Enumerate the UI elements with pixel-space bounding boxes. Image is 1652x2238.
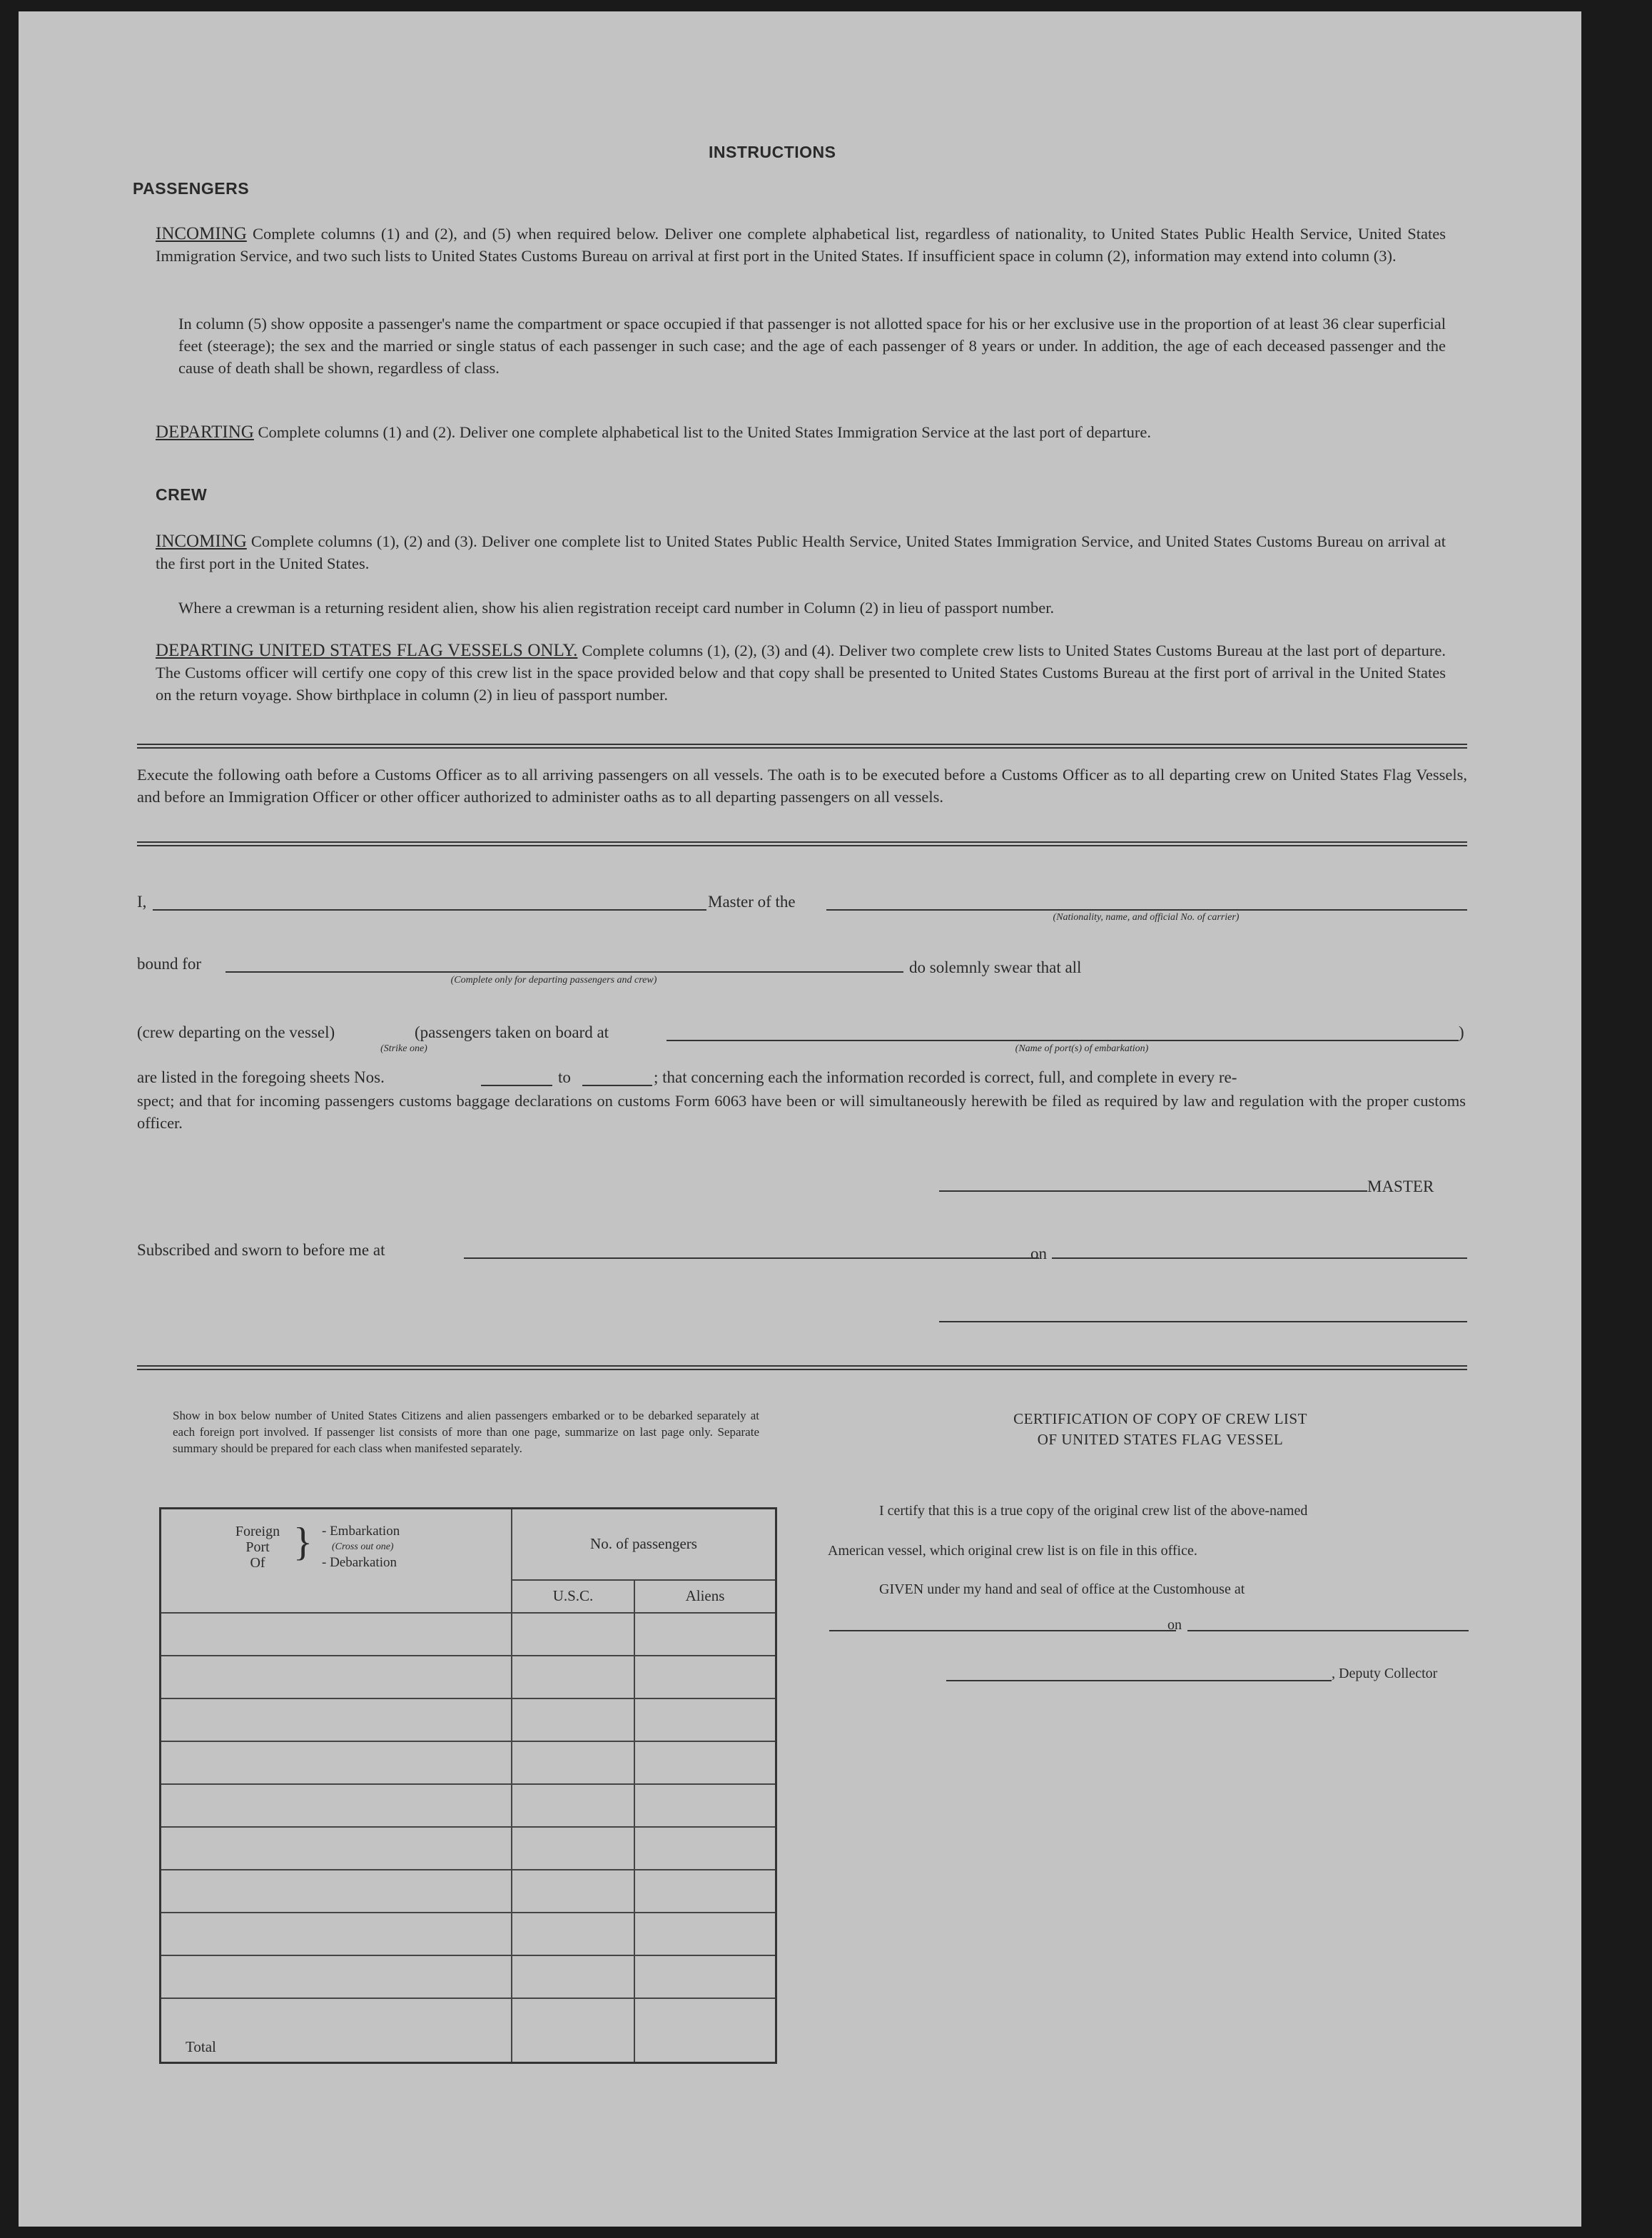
divider (137, 841, 1467, 846)
certify-text-2: American vessel, which original crew list is on file in this office. (828, 1543, 1197, 1559)
foreign-label: Foreign (235, 1524, 280, 1539)
aliens-cell[interactable] (634, 1741, 776, 1784)
embarkation-label: - Embarkation (322, 1524, 400, 1539)
crew-departing-label: DEPARTING UNITED STATES FLAG VESSELS ONLY. (156, 641, 578, 660)
summary-instruction: Show in box below number of United States Citizens and alien passengers embarked or to be debarked separately at each foreign port involved. If passenger list consists of more than one page, summarize on last page only. Separate summary should be prepared for each class when manifested separately. (173, 1409, 759, 1455)
port-caption: (Name of port(s) of embarkation) (1015, 1043, 1149, 1054)
usc-header: U.S.C. (512, 1580, 634, 1613)
usc-cell[interactable] (512, 1955, 634, 1998)
aliens-cell[interactable] (634, 1698, 776, 1741)
certify-text-1: I certify that this is a true copy of the original crew list of the above-named (879, 1503, 1308, 1519)
certification-place-line[interactable] (829, 1630, 1176, 1631)
oath-intro: Execute the following oath before a Customs Officer as to all arriving passengers on all vessels. The oath is to be executed before a Customs Officer as to all departing crew on United States Flag Vessels, and before an Immigration Officer or other officer authorized to administer oaths as to all departing passengers on all vessels. (137, 766, 1467, 806)
aliens-cell[interactable] (634, 1613, 776, 1656)
aliens-total-cell[interactable] (634, 1998, 776, 2063)
passengers-heading: PASSENGERS (133, 179, 250, 198)
sheet-to-line[interactable] (582, 1085, 652, 1086)
oath-i-label: I, (137, 893, 147, 911)
master-name-line[interactable] (153, 909, 706, 911)
listed-text-rest: spect; and that for incoming passengers customs baggage declarations on customs Form 6063 have been or will simultaneously herewith be filed as required by law and regulation with the proper customs officer. (137, 1092, 1466, 1132)
passengers-incoming-text: Complete columns (1) and (2), and (5) when required below. Deliver one complete alphabetical list, regardless of nationality, to United States Public Health Service, United States Immigration Service, and two such lists to United States Customs Bureau on arrival at first port in the United States. If insufficient space in column (2), information may extend into column (3). (156, 225, 1446, 265)
crew-departing-text: Complete columns (1), (2), (3) and (4). Deliver two complete crew lists to United States Customs Bureau at the last port of departure. The Customs officer will certify one copy of this crew list in the space provided below and that copy shall be presented to United States Customs Bureau at the first port of arrival in the United States on the return voyage. Show birthplace in column (2) in lieu of passport number. (156, 642, 1446, 704)
port-cell[interactable] (161, 1741, 512, 1784)
aliens-cell[interactable] (634, 1656, 776, 1698)
document-page (19, 11, 1581, 2227)
usc-cell[interactable] (512, 1870, 634, 1913)
passengers-incoming-paragraph (156, 223, 1446, 267)
divider (137, 1365, 1467, 1370)
aliens-cell[interactable] (634, 1955, 776, 1998)
certification-title-line1: CERTIFICATION OF COPY OF CREW LIST (1013, 1410, 1307, 1427)
of-label: Of (250, 1555, 265, 1571)
officer-signature-line[interactable] (939, 1321, 1467, 1322)
aliens-cell[interactable] (634, 1870, 776, 1913)
aliens-cell[interactable] (634, 1913, 776, 1955)
brace-icon: } (293, 1520, 313, 1564)
master-of-label: Master of the (708, 893, 796, 911)
deputy-signature-line[interactable] (946, 1680, 1332, 1681)
port-line[interactable] (667, 1040, 1459, 1041)
usc-cell[interactable] (512, 1741, 634, 1784)
usc-cell[interactable] (512, 1913, 634, 1955)
debarkation-label: - Debarkation (322, 1555, 397, 1570)
usc-cell[interactable] (512, 1784, 634, 1827)
passengers-incoming-label: INCOMING (156, 224, 247, 243)
certification-on-label: on (1167, 1617, 1182, 1633)
given-text: GIVEN under my hand and seal of office at the Customhouse at (879, 1581, 1245, 1597)
cross-out-caption: (Cross out one) (332, 1541, 394, 1552)
aliens-header: Aliens (634, 1580, 776, 1613)
port-cell[interactable] (161, 1827, 512, 1870)
port-header-cell (161, 1509, 512, 1613)
port-cell[interactable] (161, 1955, 512, 1998)
passengers-column5-paragraph: In column (5) show opposite a passenger's name the compartment or space occupied if that passenger is not allotted space for his or her exclusive use in the proportion of at least 36 clear superficial feet (steerage); the sex and the married or single status of each passenger in such case; and the age of each passenger of 8 years or under. In addition, the age of each deceased passenger and the cause of death shall be shown, regardless of class. (178, 315, 1446, 377)
aliens-cell[interactable] (634, 1827, 776, 1870)
listed-text-2: ; that concerning each the information recorded is correct, full, and complete in every re- (654, 1068, 1237, 1086)
swear-text: do solemnly swear that all (909, 958, 1082, 976)
port-label: Port (245, 1539, 270, 1555)
usc-cell[interactable] (512, 1656, 634, 1698)
aliens-cell[interactable] (634, 1784, 776, 1827)
carrier-caption: (Nationality, name, and official No. of carrier) (1053, 912, 1240, 923)
port-cell[interactable] (161, 1656, 512, 1698)
bound-caption: (Complete only for departing passengers and crew) (450, 975, 657, 986)
port-cell[interactable] (161, 1870, 512, 1913)
listed-to-label: to (558, 1068, 571, 1086)
usc-total-cell[interactable] (512, 1998, 634, 2063)
crew-departing-option: (crew departing on the vessel) (137, 1023, 335, 1041)
port-cell[interactable] (161, 1784, 512, 1827)
usc-cell[interactable] (512, 1698, 634, 1741)
port-cell[interactable] (161, 1913, 512, 1955)
crew-incoming-label: INCOMING (156, 532, 247, 551)
no-passengers-header: No. of passengers (512, 1509, 776, 1580)
master-label: MASTER (1367, 1178, 1434, 1195)
crew-heading: CREW (156, 485, 208, 504)
crew-incoming-paragraph (156, 530, 1446, 574)
divider (137, 744, 1467, 749)
port-cell[interactable] (161, 1698, 512, 1741)
bound-for-label: bound for (137, 955, 202, 973)
passenger-summary-table (159, 1507, 777, 2064)
deputy-collector-label: , Deputy Collector (1332, 1666, 1438, 1681)
crew-resident-paragraph: Where a crewman is a returning resident alien, show his alien registration receipt card number in Column (2) in lieu of passport number. (178, 599, 1055, 617)
usc-cell[interactable] (512, 1827, 634, 1870)
carrier-line[interactable] (826, 909, 1467, 911)
close-paren: ) (1459, 1023, 1464, 1041)
bound-for-line[interactable] (225, 971, 903, 973)
subscribed-on-label: on (1030, 1245, 1047, 1262)
subscribed-place-line[interactable] (464, 1257, 1039, 1259)
crew-incoming-text: Complete columns (1), (2) and (3). Deliver one complete list to United States Public Health Service, United States Immigration Service, and United States Customs Bureau on arrival at the first port in the United States. (156, 532, 1446, 572)
master-signature-line[interactable] (939, 1190, 1367, 1192)
crew-departing-paragraph (156, 639, 1446, 706)
subscribed-label: Subscribed and sworn to before me at (137, 1241, 385, 1259)
usc-cell[interactable] (512, 1613, 634, 1656)
listed-text-1: are listed in the foregoing sheets Nos. (137, 1068, 385, 1086)
passengers-departing-paragraph (156, 421, 1446, 443)
total-label: Total (161, 1998, 512, 2063)
sheet-from-line[interactable] (481, 1085, 552, 1086)
certification-date-line[interactable] (1187, 1630, 1469, 1631)
certification-title (868, 1409, 1453, 1450)
subscribed-date-line[interactable] (1052, 1257, 1467, 1259)
page-title: INSTRUCTIONS (709, 143, 836, 161)
certification-title-line2: OF UNITED STATES FLAG VESSEL (1037, 1431, 1284, 1448)
passengers-taken-option: (passengers taken on board at (415, 1023, 609, 1041)
strike-caption: (Strike one) (380, 1043, 427, 1054)
passengers-departing-label: DEPARTING (156, 422, 254, 442)
port-cell[interactable] (161, 1613, 512, 1656)
passengers-departing-text: Complete columns (1) and (2). Deliver one complete alphabetical list to the United States Immigration Service at the last port of departure. (258, 423, 1151, 441)
